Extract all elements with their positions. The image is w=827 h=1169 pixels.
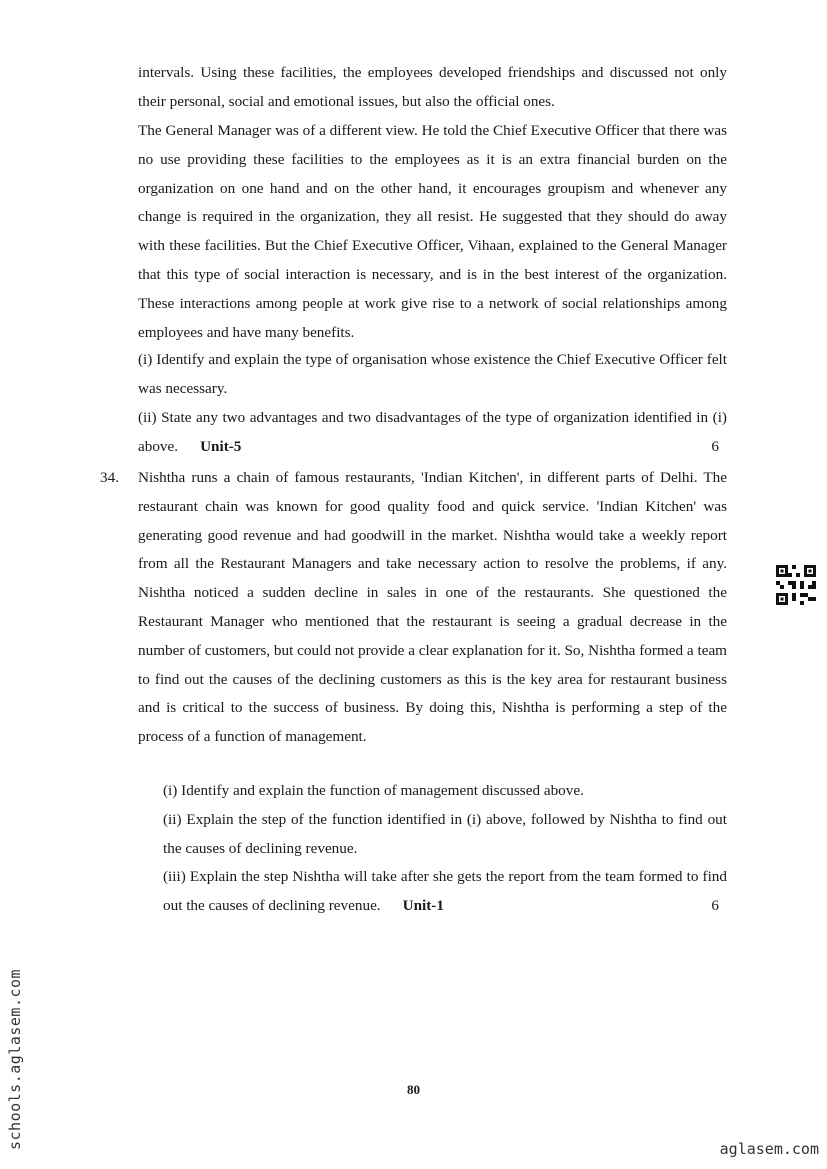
bottom-watermark: aglasem.com xyxy=(719,1140,819,1158)
q34-marks: 6 xyxy=(711,896,719,914)
q34-body-paragraph: Nishtha runs a chain of famous restaurants, 'Indian Kitchen', in different parts of Delhi. The restaurant chain was known for good quality food and quick service. 'Indian Kitchen' was generating good revenue and had goodwill in the market. Nishtha would take a weekly report from all the Restaurant Managers and take necessary action to resolve the problems, if any. Nishtha noticed a sudden decline in sales in one of the restaurants. She questioned the Restaurant Manager who mentioned that the restaurant is seeing a gradual decrease in the number of customers, but could not provide a clear explanation for it. So, Nishtha formed a team to find out the causes of the declining customers as this is the key area for restaurant business and is critical to the success of business. By doing this, Nishtha is performing a step of the process of a function of management. xyxy=(138,469,727,746)
q33-part-ii xyxy=(138,404,727,462)
qr-code-icon xyxy=(776,565,816,605)
q33-marks: 6 xyxy=(711,437,719,455)
side-watermark: schools.aglasem.com xyxy=(6,968,24,1150)
q33-part-ii-text: (ii) State any two advantages and two disadvantages of the type of organization identified in (i) above. xyxy=(138,409,727,455)
q33-unit-label: Unit-5 xyxy=(200,437,242,455)
q34-part-iii xyxy=(163,863,727,921)
page-number: 80 xyxy=(407,1082,420,1097)
q34-number: 34. xyxy=(100,469,119,486)
q34-part-i: (i) Identify and explain the function of management discussed above. xyxy=(163,782,584,799)
q33-part-i: (i) Identify and explain the type of organisation whose existence the Chief Executive Officer felt was necessary. xyxy=(138,351,727,397)
q33-general-manager-paragraph: The General Manager was of a different view. He told the Chief Executive Officer that there was no use providing these facilities to the employees as it is an extra financial burden on the organization on one hand and on the other hand, it encourages groupism and whenever any change is required in the organization, they all resist. He suggested that they should do away with these facilities. But the Chief Executive Officer, Vihaan, explained to the General Manager that this type of social interaction is necessary, and is in the best interest of the organization. These interactions among people at work give rise to a network of social relationships among employees and have many benefits. xyxy=(138,122,727,341)
q34-unit-label: Unit-1 xyxy=(402,896,444,914)
q34-part-ii: (ii) Explain the step of the function identified in (i) above, followed by Nishtha to find out the causes of declining revenue. xyxy=(163,811,727,857)
q34-part-iii-text: (iii) Explain the step Nishtha will take after she gets the report from the team formed to find out the causes of declining revenue. xyxy=(163,868,727,914)
q33-continued-paragraph: intervals. Using these facilities, the employees developed friendships and discussed not only their personal, social and emotional issues, but also the official ones. xyxy=(138,64,727,110)
